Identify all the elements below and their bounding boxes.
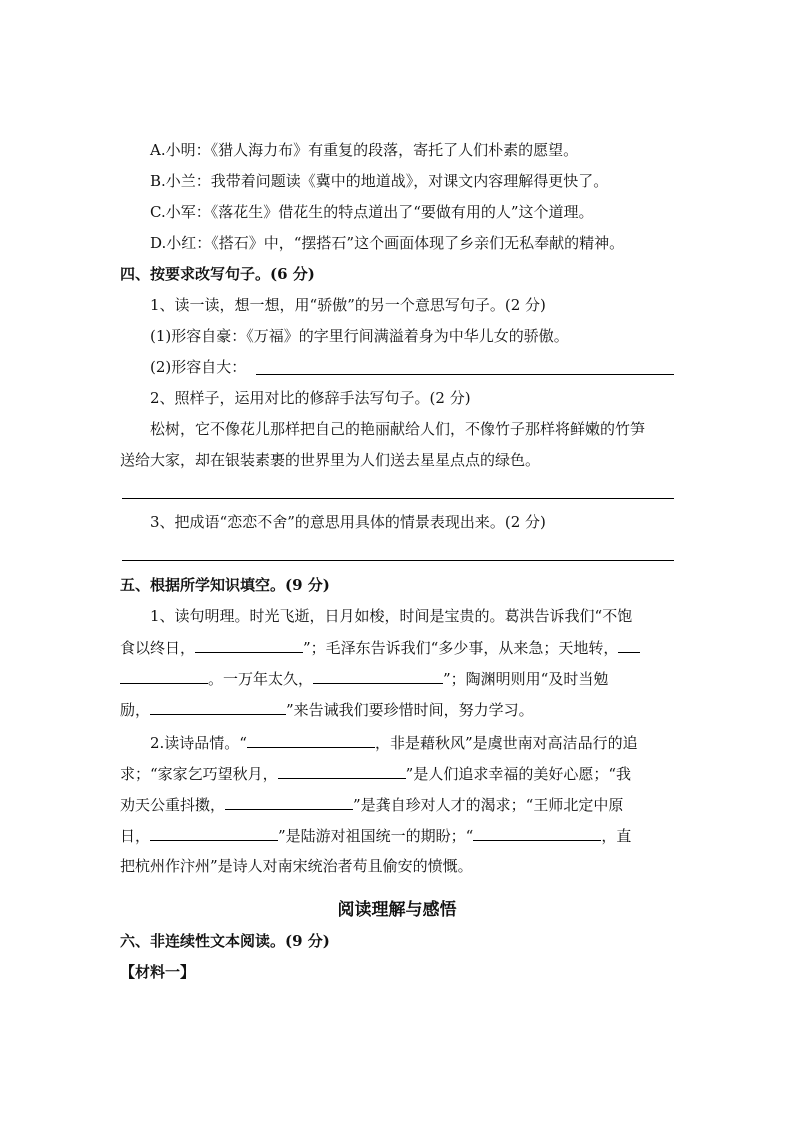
section5-p1-line2 — [120, 638, 675, 657]
section5-p1-line1: 1、读句明理。时光飞逝，日月如梭，时间是宝贵的。葛洪告诉我们“不饱 — [150, 607, 633, 625]
option-b: B.小兰：我带着问题读《冀中的地道战》，对课文内容理解得更快了。 — [150, 172, 609, 190]
blank-2b[interactable] — [120, 669, 208, 684]
p1-text-6: ”来告诫我们要珍惜时间，努力学习。 — [286, 701, 534, 719]
blank-4[interactable] — [150, 700, 286, 715]
option-a: A.小明：《猎人海力布》有重复的段落，寄托了人们朴素的愿望。 — [150, 141, 579, 159]
section5-p2-line3 — [120, 795, 675, 814]
p1-text-5: 励， — [120, 701, 151, 719]
blank-2a[interactable] — [618, 638, 640, 653]
section4-q3: 3、把成语“恋恋不舍”的意思用具体的情景表现出来。(2 分) — [150, 513, 546, 531]
p2-text-9: ，直 — [601, 827, 632, 845]
blank-3[interactable] — [313, 669, 443, 684]
section5-p1-line3 — [120, 669, 675, 688]
answer-line-q1[interactable] — [256, 374, 674, 375]
answer-line-q2[interactable] — [122, 498, 674, 499]
answer-line-q3[interactable] — [122, 560, 674, 561]
section4-q1-prompt: (2)形容自大： — [150, 358, 247, 376]
section6-heading: 六、非连续性文本阅读。(9 分) — [120, 932, 330, 950]
section5-p2-line1 — [150, 733, 675, 752]
blank-7[interactable] — [225, 795, 353, 810]
blank-6[interactable] — [278, 764, 406, 779]
p2-text-7: 日， — [120, 827, 151, 845]
section5-p2-line2 — [120, 764, 675, 783]
blank-9[interactable] — [473, 826, 601, 841]
p1-text-1: 食以终日， — [120, 639, 196, 657]
reading-section-title: 阅读理解与感悟 — [337, 900, 457, 920]
section4-q2: 2、照样子，运用对比的修辞手法写句子。(2 分) — [150, 389, 471, 407]
material1-label: 【材料一】 — [120, 963, 196, 981]
blank-5[interactable] — [247, 733, 375, 748]
p2-text-2: ，非是藉秋风”是虞世南对高洁品行的追 — [374, 734, 638, 752]
section4-q2-example-line1: 松树，它不像花儿那样把自己的艳丽献给人们，不像竹子那样将鲜嫩的竹笋 — [150, 420, 646, 438]
p2-text-8: ”是陆游对祖国统一的期盼；“ — [278, 827, 474, 845]
section5-p1-line4 — [120, 700, 675, 719]
p2-text-4: ”是人们追求幸福的美好心愿；“我 — [405, 765, 632, 783]
p2-text-6: ”是龚自珍对人才的渴求；“王师北定中原 — [353, 796, 624, 814]
p2-text-5: 劝天公重抖擞， — [120, 796, 226, 814]
p1-text-2: ”；毛泽东告诉我们“多少事，从来急；天地转， — [303, 639, 619, 657]
section4-q1-example: (1)形容自豪：《万福》的字里行间满溢着身为中华儿女的骄傲。 — [150, 327, 569, 345]
blank-1[interactable] — [195, 638, 303, 653]
p2-text-3: 求；“家家乞巧望秋月， — [120, 765, 278, 783]
section4-q1: 1、读一读，想一想，用“骄傲”的另一个意思写句子。(2 分) — [150, 296, 546, 314]
blank-8[interactable] — [150, 826, 278, 841]
option-d: D.小红：《搭石》中，“摆搭石”这个画面体现了乡亲们无私奉献的精神。 — [150, 234, 625, 252]
section5-heading: 五、根据所学知识填空。(9 分) — [120, 576, 330, 594]
option-c: C.小军：《落花生》借花生的特点道出了“要做有用的人”这个道理。 — [150, 203, 594, 221]
p1-text-4: ”；陶渊明则用“及时当勉 — [443, 670, 609, 688]
section5-p2-line4 — [120, 826, 675, 845]
section4-heading: 四、按要求改写句子。(6 分) — [120, 265, 315, 283]
section5-p2-line5: 把杭州作汴州”是诗人对南宋统治者苟且偷安的愤慨。 — [120, 857, 473, 875]
p2-text-1: 2.读诗品情。“ — [150, 734, 247, 752]
section4-q2-example-line2: 送给大家，却在银装素裹的世界里为人们送去星星点点的绿色。 — [120, 451, 541, 469]
p1-text-3: 。一万年太久， — [208, 670, 314, 688]
